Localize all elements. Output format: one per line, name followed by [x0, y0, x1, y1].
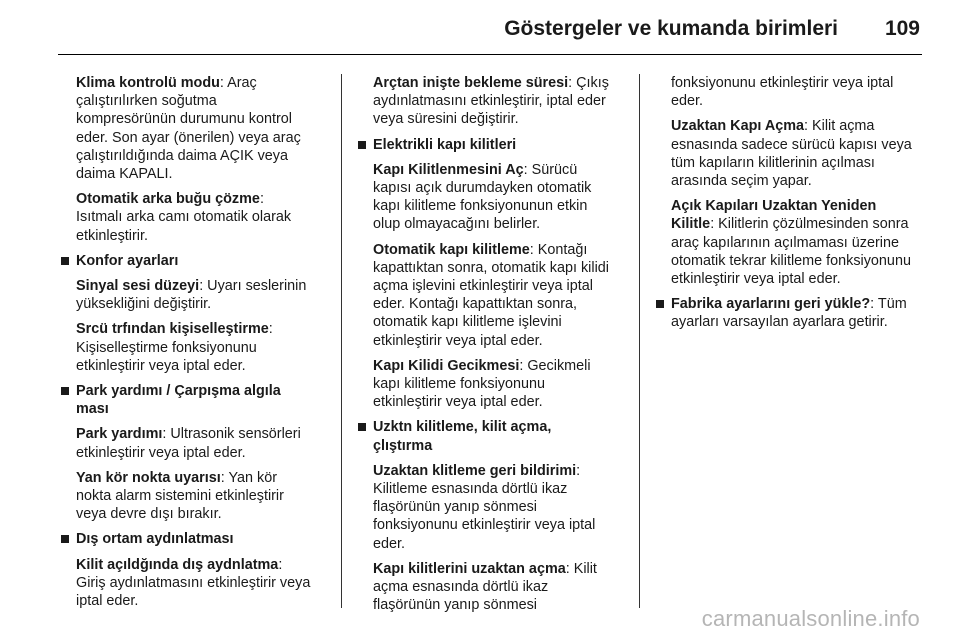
setting-description: : Kilit açma esnasında sadece sürücü kapısı veya tüm kapıların kilitlerinin açılması arasında seçim yapar. [671, 118, 912, 190]
section-heading-text: Dış ortam aydınlatması [76, 531, 234, 548]
setting-item [373, 161, 611, 234]
bullet-square-icon [656, 300, 664, 308]
setting-description: : Kişiselleştirme fonksiyonunu etkinleştirir veya iptal eder. [76, 321, 273, 374]
setting-item [76, 190, 314, 245]
setting-item [671, 74, 920, 110]
setting-term: Uzaktan klitleme geri bildirimi [373, 462, 577, 479]
section-heading-text: Konfor ayarları [76, 252, 179, 269]
section-heading [60, 252, 314, 270]
setting-term: Park yardımı [76, 426, 163, 443]
setting-term: Kapı kilitlerini uzaktan açma [373, 560, 566, 577]
bullet-square-icon [358, 141, 366, 149]
section-heading-text: Fabrika ayarlarını geri yükle? [671, 296, 871, 313]
setting-item [373, 241, 611, 350]
setting-item [76, 469, 314, 524]
setting-item [373, 462, 611, 553]
setting-item [373, 357, 611, 412]
setting-item [671, 197, 920, 288]
section-heading [357, 136, 611, 154]
bullet-square-icon [358, 423, 366, 431]
setting-description: : Araç çalıştırılırken soğutma kompresörünün durumunu kontrol eder. Son ayar (önerilen) veya araç çalıştırıldığında daima AÇIK veya daima KAPALI. [76, 75, 301, 183]
setting-term: Kapı Kilidi Gecikmesi [373, 357, 520, 374]
section-heading [655, 295, 920, 331]
setting-description: : Giriş aydınlatmasını etkinleştirir veya iptal eder. [76, 556, 311, 610]
setting-term: Otomatik kapı kilitleme [373, 241, 530, 258]
page-title: Göstergeler ve kumanda birimleri [504, 17, 838, 40]
setting-item [76, 320, 314, 375]
bullet-square-icon [61, 257, 69, 265]
setting-description: fonksiyonunu etkinleştirir veya iptal eder. [671, 75, 894, 110]
page-header [0, 0, 960, 58]
setting-item [373, 74, 611, 129]
setting-description: : Kontağı kapattıktan sonra, otomatik kapı kilidi açma işlevini etkinleştirir veya iptal eder. Kontağı kapattıktan sonra, otomatik kapı kilitleme işlevini etkinleştirir veya iptal eder. [373, 241, 609, 349]
setting-description: : Ultrasonik sensörleri etkinleştirir veya iptal eder. [76, 426, 301, 461]
setting-term: Uzaktan Kapı Açma [671, 118, 805, 135]
setting-description: : Uyarı seslerinin yüksekliğini değiştirir. [76, 278, 307, 313]
column-divider-1 [341, 74, 342, 608]
section-heading [60, 530, 314, 548]
setting-description: : Yan kör nokta alarm sistemini etkinleştirir veya devre dışı bırakır. [76, 469, 284, 523]
setting-term: Sinyal sesi düzeyi [76, 278, 200, 295]
bullet-square-icon [61, 387, 69, 395]
section-heading [60, 382, 314, 418]
section-heading-text: Uzktn kilitleme, kilit açma, çlıştırma [373, 419, 552, 454]
setting-description: : Kilitleme esnasında dörtlü ikaz flaşörünün yanıp sönmesi fonksiyonunu etkinleştirir veya iptal eder. [373, 462, 596, 552]
section-heading-text: Elektrikli kapı kilitleri [373, 136, 517, 153]
column-2 [357, 74, 611, 621]
setting-description: : Sürücü kapısı açık durumdayken otomatik kapı kilitleme fonksiyonunun etkin olup olmayacağını belirler. [373, 161, 592, 233]
column-divider-2 [639, 74, 640, 608]
setting-term: Kapı Kilitlenmesini Aç [373, 161, 524, 178]
setting-description: : Kilitlerin çözülmesinden sonra araç kapılarının açılmaması üzerine otomatik tekrar kilitleme fonksiyonunu etkinleştirir veya iptal eder. [671, 216, 911, 288]
header-divider [58, 54, 922, 55]
setting-term: Yan kör nokta uyarısı [76, 469, 221, 486]
section-heading-text: Park yardımı / Çarpışma algıla ması [76, 383, 281, 418]
setting-description: : Çıkış aydınlatmasını etkinleştirir, iptal eder veya süresini değiştirir. [373, 75, 609, 128]
setting-term: Kilit açıldğında dış aydnlatma [76, 556, 279, 573]
setting-item [76, 556, 314, 611]
column-1 [60, 74, 314, 617]
section-description: : Tüm ayarları varsayılan ayarlara getirir. [671, 296, 907, 331]
setting-item [76, 425, 314, 461]
setting-item [76, 74, 314, 183]
setting-description: : Kilit açma esnasında dörtlü ikaz flaşörünün yanıp sönmesi [373, 560, 597, 614]
bullet-square-icon [61, 535, 69, 543]
watermark: carmanualsonline.info [701, 606, 920, 631]
setting-item [373, 560, 611, 615]
setting-item [76, 277, 314, 313]
section-heading [357, 418, 611, 454]
setting-term: Açık Kapıları Uzaktan Yeniden Kilitle [671, 198, 877, 233]
page-number: 109 [884, 17, 920, 40]
setting-term: Srcü trfından kişiselleştirme [76, 321, 269, 338]
setting-term: Klima kontrolü modu [76, 75, 220, 91]
setting-term: Arçtan inişte bekleme süresi [373, 75, 569, 91]
setting-description: : Gecikmeli kapı kilitleme fonksiyonunu etkinleştirir veya iptal eder. [373, 357, 591, 411]
column-3 [655, 74, 920, 339]
setting-term: Otomatik arka buğu çözme [76, 191, 260, 208]
setting-item [671, 117, 920, 190]
setting-description: : Isıtmalı arka camı otomatik olarak etkinleştirir. [76, 191, 292, 244]
